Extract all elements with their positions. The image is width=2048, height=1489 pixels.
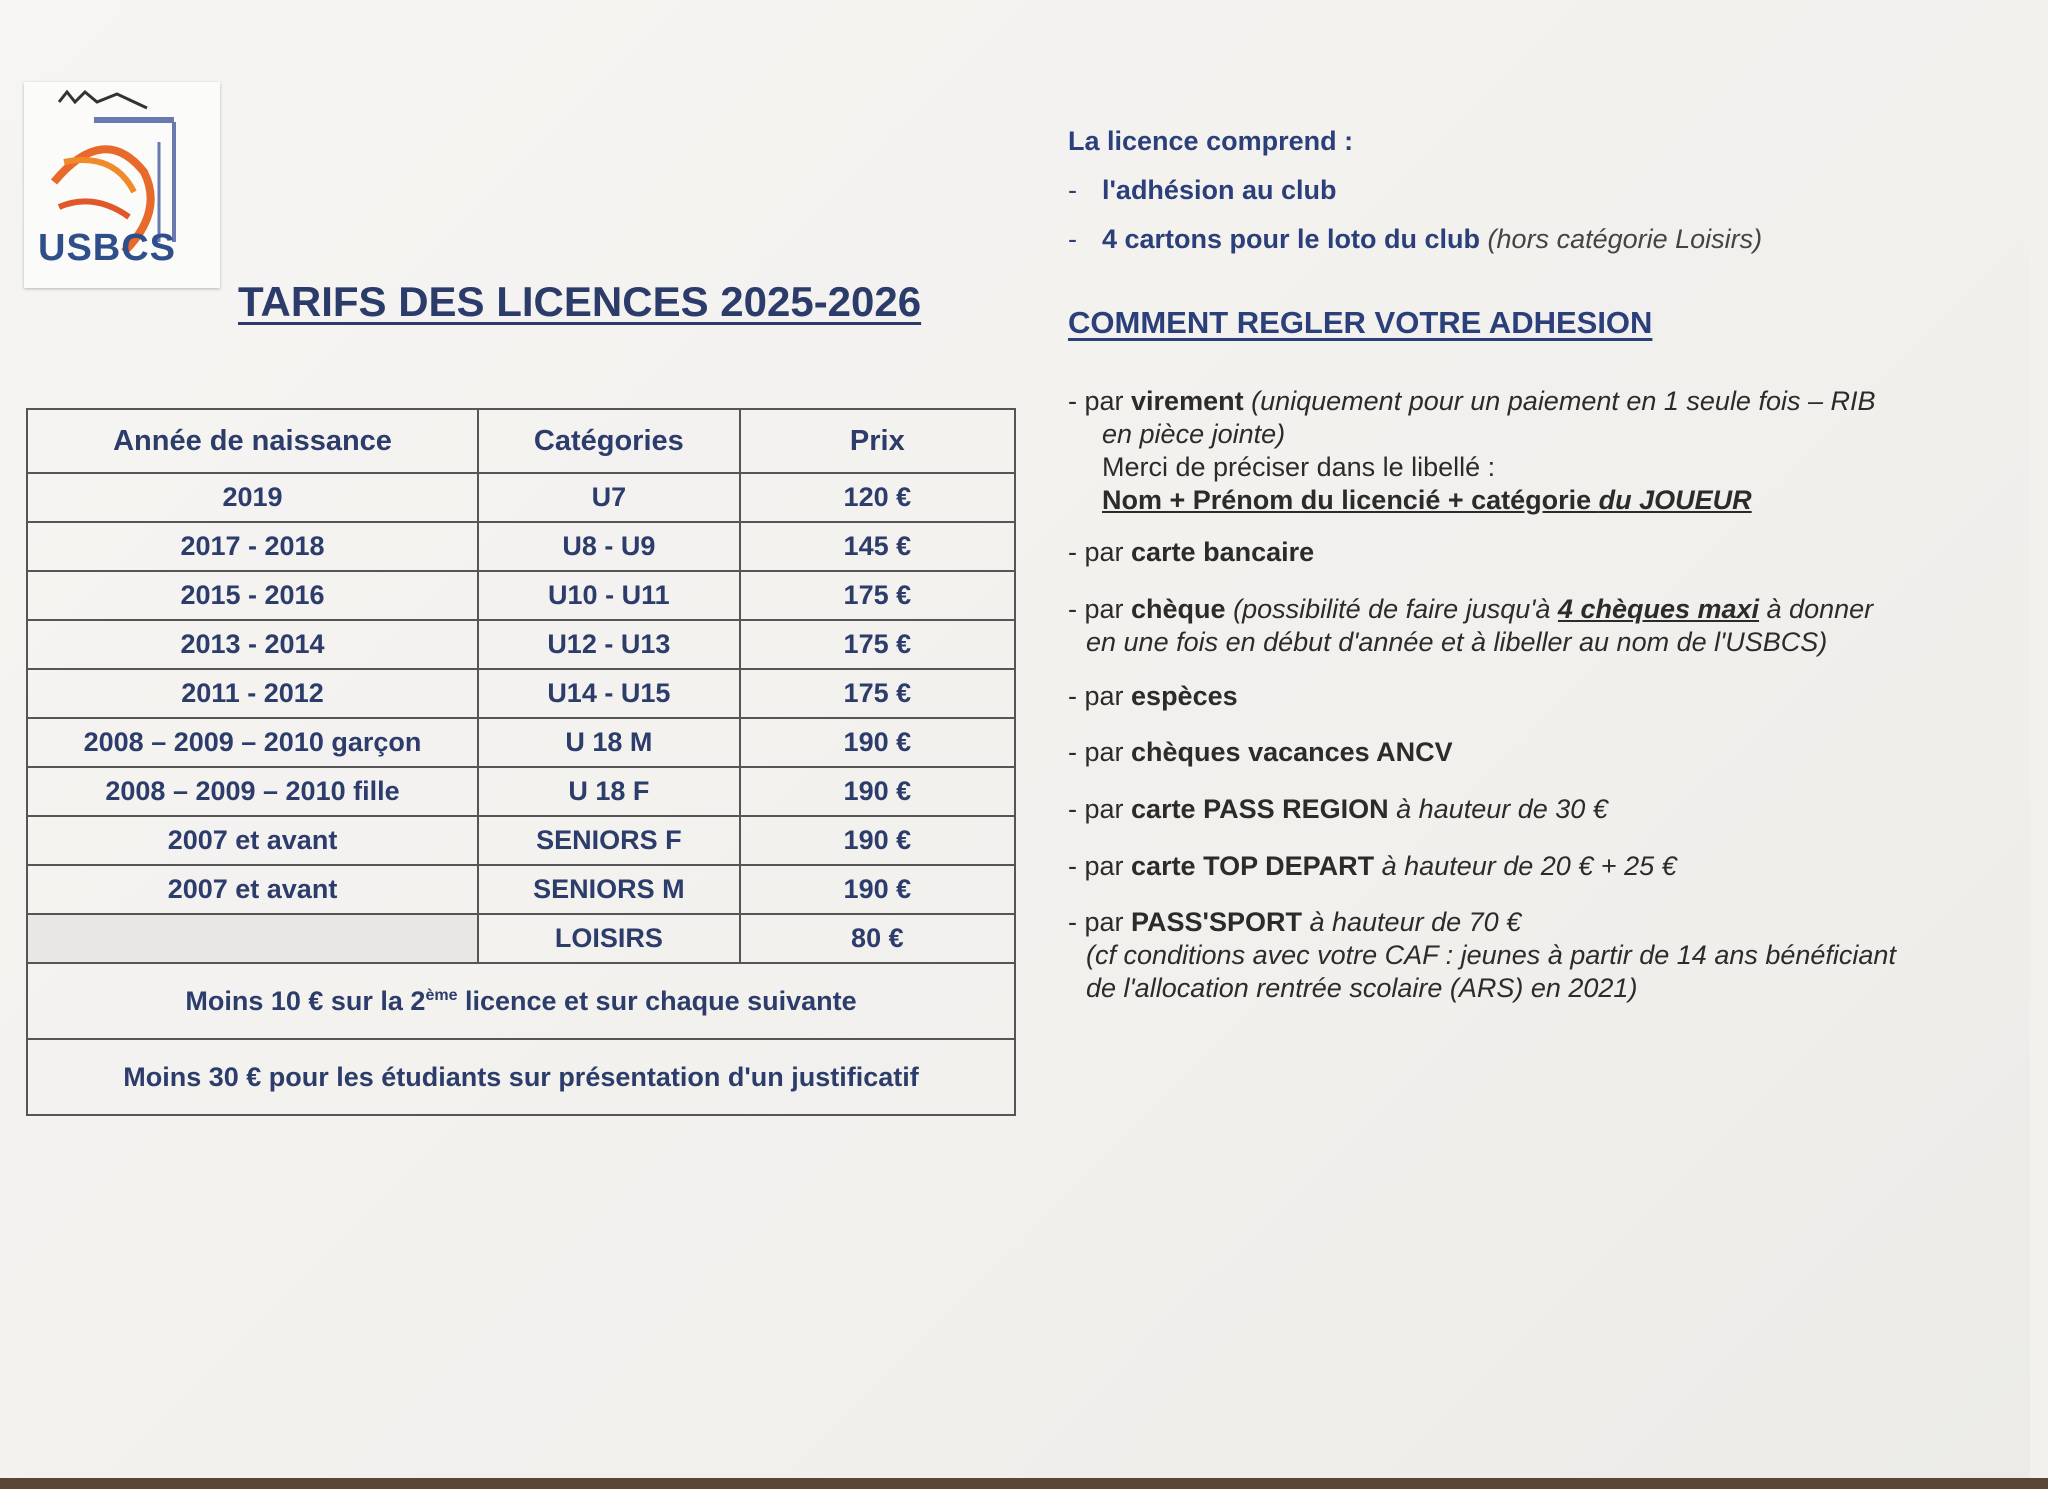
birth-year-cell: 2007 et avant <box>27 865 478 914</box>
birth-year-cell: 2011 - 2012 <box>27 669 478 718</box>
item-text: 4 cartons pour le loto du club <box>1102 224 1481 254</box>
category-cell: U 18 F <box>478 767 740 816</box>
header-price: Prix <box>740 409 1015 473</box>
table-note-row <box>27 1039 1015 1115</box>
category-cell: U10 - U11 <box>478 571 740 620</box>
price-cell: 190 € <box>740 767 1015 816</box>
payment-virement <box>1068 385 2028 517</box>
multi-licence-discount <box>27 963 1015 1039</box>
pay-prefix: - par <box>1068 851 1132 881</box>
note-sup: ème <box>425 986 458 1004</box>
payment-ancv <box>1068 736 2028 769</box>
pay-prefix: - par <box>1068 737 1132 767</box>
pay-note: en une fois en début d'année et à libeller au nom de l'USBCS) <box>1086 627 1828 657</box>
header-category: Catégories <box>478 409 740 473</box>
table-row <box>27 669 1015 718</box>
note-text: Moins 10 € sur la 2 <box>185 985 426 1016</box>
table-row <box>27 473 1015 522</box>
pay-method: carte bancaire <box>1131 537 1315 567</box>
birth-year-cell: 2007 et avant <box>27 816 478 865</box>
price-cell: 190 € <box>740 865 1015 914</box>
category-cell: U14 - U15 <box>478 669 740 718</box>
pay-method: carte TOP DEPART <box>1131 851 1375 881</box>
pay-note: 4 chèques maxi <box>1557 594 1760 624</box>
payment-pass-sport <box>1068 906 2028 1005</box>
pay-note: à hauteur de 70 € <box>1301 907 1522 937</box>
item-text: l'adhésion au club <box>1102 175 1337 205</box>
birth-year-cell: 2015 - 2016 <box>27 571 478 620</box>
table-edge <box>0 1478 2048 1489</box>
price-cell: 145 € <box>740 522 1015 571</box>
pay-prefix: - par <box>1068 386 1132 416</box>
payment-especes <box>1068 680 2028 713</box>
pay-note: Merci de préciser dans le libellé : <box>1102 452 1496 482</box>
category-cell: SENIORS F <box>478 816 740 865</box>
birth-year-cell: 2008 – 2009 – 2010 garçon <box>27 718 478 767</box>
category-cell: LOISIRS <box>478 914 740 963</box>
price-cell: 190 € <box>740 816 1015 865</box>
pay-note: (uniquement pour un paiement en 1 seule fois – RIB <box>1251 386 1876 416</box>
pay-note: en pièce jointe) <box>1102 419 1286 449</box>
birth-year-cell: 2017 - 2018 <box>27 522 478 571</box>
table-header-row <box>27 409 1015 473</box>
price-cell: 175 € <box>740 620 1015 669</box>
payment-cheque <box>1068 593 2028 659</box>
logo-text: USBCS <box>38 227 177 269</box>
includes-item: - l'adhésion au club <box>1068 175 1337 205</box>
category-cell: SENIORS M <box>478 865 740 914</box>
student-discount: Moins 30 € pour les étudiants sur présentation d'un justificatif <box>27 1039 1015 1115</box>
pay-reference: du JOUEUR <box>1598 485 1752 515</box>
birth-year-cell: 2013 - 2014 <box>27 620 478 669</box>
pay-prefix: - par <box>1068 907 1132 937</box>
pay-method: chèque <box>1131 594 1226 624</box>
item-note: (hors catégorie Loisirs) <box>1487 224 1763 254</box>
category-cell: U7 <box>478 473 740 522</box>
licence-includes <box>1068 126 2008 255</box>
price-table <box>26 408 1016 1116</box>
page-title: TARIFS DES LICENCES 2025-2026 <box>238 278 922 325</box>
table-note-row <box>27 963 1015 1039</box>
pay-method: chèques vacances ANCV <box>1131 737 1453 767</box>
pay-note: de l'allocation rentrée scolaire (ARS) en 2021) <box>1086 973 1638 1003</box>
table-row <box>27 522 1015 571</box>
payment-carte <box>1068 536 2028 569</box>
table-row <box>27 718 1015 767</box>
pay-reference: Nom + Prénom du licencié + catégorie <box>1102 485 1599 515</box>
pay-note: à hauteur de 30 € <box>1388 794 1608 824</box>
pay-prefix: - par <box>1068 794 1132 824</box>
price-cell: 120 € <box>740 473 1015 522</box>
pay-method: espèces <box>1131 681 1238 711</box>
pay-prefix: - par <box>1068 681 1132 711</box>
note-text: licence et sur chaque suivante <box>457 985 857 1016</box>
birth-year-cell: 2019 <box>27 473 478 522</box>
includes-heading: La licence comprend : <box>1068 126 1354 156</box>
table-row <box>27 620 1015 669</box>
payment-heading: COMMENT REGLER VOTRE ADHESION <box>1068 305 1653 340</box>
pay-note: à donner <box>1759 594 1874 624</box>
price-cell: 175 € <box>740 571 1015 620</box>
table-row <box>27 865 1015 914</box>
header-birth-year: Année de naissance <box>27 409 478 473</box>
category-cell: U12 - U13 <box>478 620 740 669</box>
birth-year-cell: 2008 – 2009 – 2010 fille <box>27 767 478 816</box>
pay-note: (possibilité de faire jusqu'à <box>1233 594 1558 624</box>
payment-region <box>1068 793 2028 826</box>
price-cell: 80 € <box>740 914 1015 963</box>
table-row <box>27 914 1015 963</box>
category-cell: U8 - U9 <box>478 522 740 571</box>
table-row <box>27 816 1015 865</box>
club-logo <box>24 82 220 288</box>
pay-method: carte PASS REGION <box>1131 794 1389 824</box>
price-cell: 175 € <box>740 669 1015 718</box>
table-row <box>27 767 1015 816</box>
birth-year-cell <box>27 914 478 963</box>
pay-prefix: - par <box>1068 537 1132 567</box>
includes-item: - 4 cartons pour le loto du club (hors catégorie Loisirs) <box>1068 224 1763 254</box>
table-row <box>27 571 1015 620</box>
pay-method: virement <box>1131 386 1244 416</box>
payment-top-depart <box>1068 850 2028 883</box>
category-cell: U 18 M <box>478 718 740 767</box>
pay-prefix: - par <box>1068 594 1132 624</box>
pay-method: PASS'SPORT <box>1131 907 1302 937</box>
price-cell: 190 € <box>740 718 1015 767</box>
pay-note: (cf conditions avec votre CAF : jeunes à partir de 14 ans bénéficiant <box>1086 940 1896 970</box>
pay-note: à hauteur de 20 € + 25 € <box>1374 851 1677 881</box>
